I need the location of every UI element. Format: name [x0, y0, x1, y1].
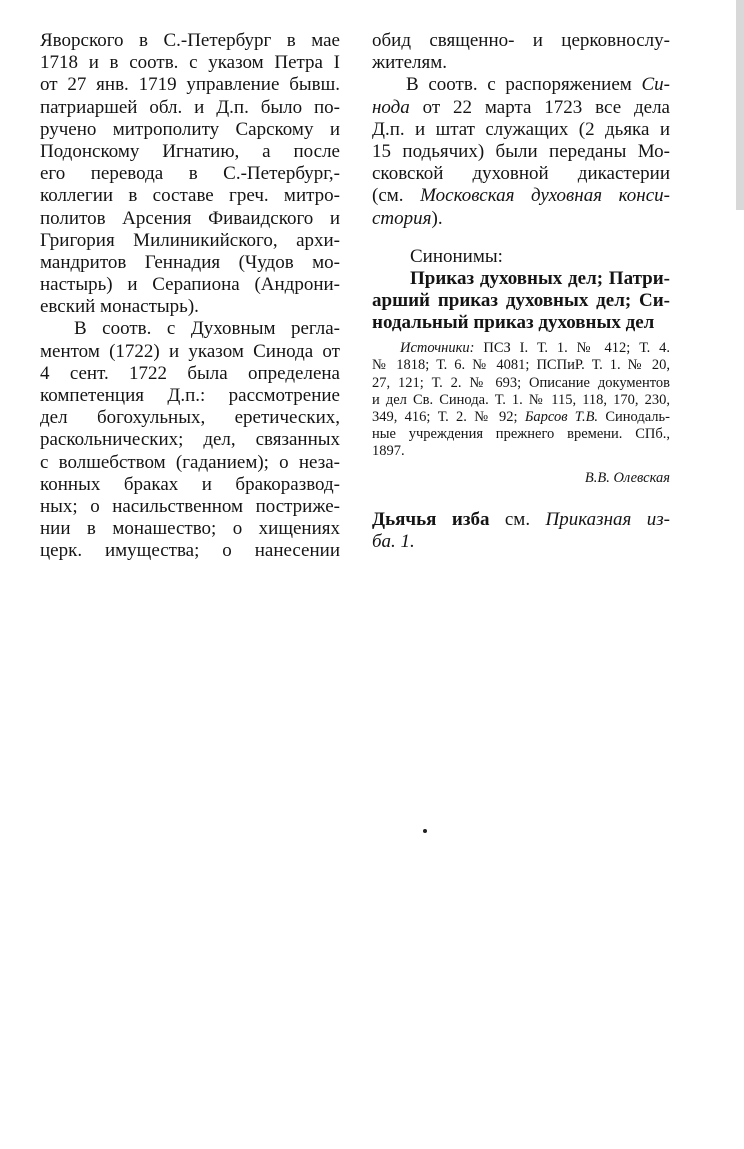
text-line: мандритов Геннадия (Чудов мо- — [40, 251, 340, 273]
text-line: от 27 янв. 1719 управление бывш. — [40, 74, 340, 96]
sources-label: Источники: — [400, 340, 475, 357]
dictionary-entry — [372, 509, 670, 553]
spacer — [372, 230, 670, 246]
text-line: ручено митрополиту Сарскому и — [40, 118, 340, 140]
sources-block — [372, 340, 670, 460]
text-line — [372, 208, 670, 230]
author-ref: Барсов Т.В. — [524, 409, 599, 425]
source-line: 1897. — [372, 443, 405, 460]
text-line: Д.п. и штат служащих (2 дьяка и — [372, 118, 670, 140]
left-paragraph-1 — [40, 30, 340, 318]
text-line: патриаршей обл. и Д.п. было по- — [40, 96, 340, 118]
source-line: и дел Св. Синода. Т. 1. № 115, 118, 170, 230, — [372, 391, 670, 408]
synonym-line: арший приказ духовных дел; Си- — [372, 289, 670, 311]
text-line: дел богохульных, еретических, — [40, 407, 340, 429]
left-paragraph-2 — [40, 318, 340, 562]
text-line — [372, 97, 670, 119]
page-edge-shadow — [736, 0, 744, 210]
text-line: коллегии в составе греч. митро- — [40, 185, 340, 207]
entry-term: Дьячья изба — [372, 508, 490, 530]
text-line: с волшебством (гаданием); о неза- — [40, 451, 340, 473]
right-paragraph-1 — [372, 30, 670, 74]
text-run: В соотв. с распоряжением — [406, 74, 642, 96]
text-run: от 22 марта 1723 все дела — [409, 96, 670, 118]
article-author: В.В. Олевская — [584, 469, 670, 486]
text-line — [372, 509, 670, 531]
source-line: ные учреждения прежнего времени. СПб., — [372, 426, 670, 443]
scan-speck — [423, 829, 427, 833]
text-run: ПСЗ I. Т. 1. № 412; Т. 4. — [474, 340, 670, 357]
text-run: см. — [489, 508, 546, 530]
synod-italic: нода — [372, 96, 410, 118]
cross-reference: Московская духовная конси- — [420, 185, 670, 207]
text-run: ). — [431, 207, 443, 229]
synonym-line: нодальный приказ духовных дел — [372, 312, 655, 334]
text-line: политов Арсения Фиваидского и — [40, 207, 340, 229]
text-line: Подонскому Игнатию, а после — [40, 140, 340, 162]
text-line: Григория Милиникийского, архи- — [40, 229, 340, 251]
synod-italic: Си- — [641, 74, 670, 96]
text-line: В соотв. с Духовным регла- — [74, 318, 340, 340]
text-line: евский монастырь). — [40, 296, 199, 318]
text-run: 349, 416; Т. 2. № 92; — [372, 409, 525, 425]
synonyms-heading: Синонимы: — [410, 245, 503, 267]
text-line: компетенция Д.п.: рассмотрение — [40, 385, 340, 406]
source-line: 27, 121; Т. 2. № 693; Описание документов — [372, 374, 670, 391]
text-line: ных; о насильственном постриже- — [40, 495, 340, 517]
right-paragraph-2 — [372, 74, 670, 229]
text-line: конных браках и бракоразвод- — [40, 473, 340, 495]
synonym-line: Приказ духовных дел; Патри- — [410, 267, 670, 289]
text-line — [372, 531, 670, 553]
right-column — [372, 30, 670, 553]
text-line: церк. имущества; о нанесении — [40, 540, 340, 562]
spacer — [372, 487, 670, 509]
text-line: жителям. — [372, 52, 448, 74]
source-line: № 1818; Т. 6. № 4081; ПСПиР. Т. 1. № 20, — [372, 357, 670, 374]
source-line — [372, 340, 670, 357]
text-line: настырь) и Серапиона (Андрони- — [40, 274, 340, 296]
text-line: 1718 и в соотв. с указом Петра I — [40, 52, 340, 74]
text-line: сковской духовной дикастерии — [372, 163, 670, 185]
text-line: раскольнических; дел, связанных — [40, 429, 340, 451]
text-run: Синодаль- — [598, 409, 670, 425]
text-line: ментом (1722) и указом Синода от — [40, 340, 340, 362]
cross-reference: стория — [372, 207, 432, 229]
cross-reference: ба. 1. — [372, 530, 415, 552]
text-line — [372, 185, 670, 207]
text-line — [372, 74, 670, 96]
text-line: нии в монашество; о хищениях — [40, 518, 340, 540]
text-line: Яворского в С.-Петербург в мае — [40, 30, 340, 51]
text-line: 4 сент. 1722 была определена — [40, 362, 340, 384]
text-line: обид священно- и церковнослу- — [372, 30, 670, 51]
text-line: его перевода в С.-Петербург,- — [40, 163, 340, 185]
left-column — [40, 30, 340, 563]
text-run: (см. — [372, 185, 421, 207]
text-line: 15 подьячих) были переданы Мо- — [372, 140, 670, 162]
source-line — [372, 409, 670, 426]
synonyms-list — [372, 268, 670, 335]
cross-reference: Приказная из- — [545, 508, 670, 530]
